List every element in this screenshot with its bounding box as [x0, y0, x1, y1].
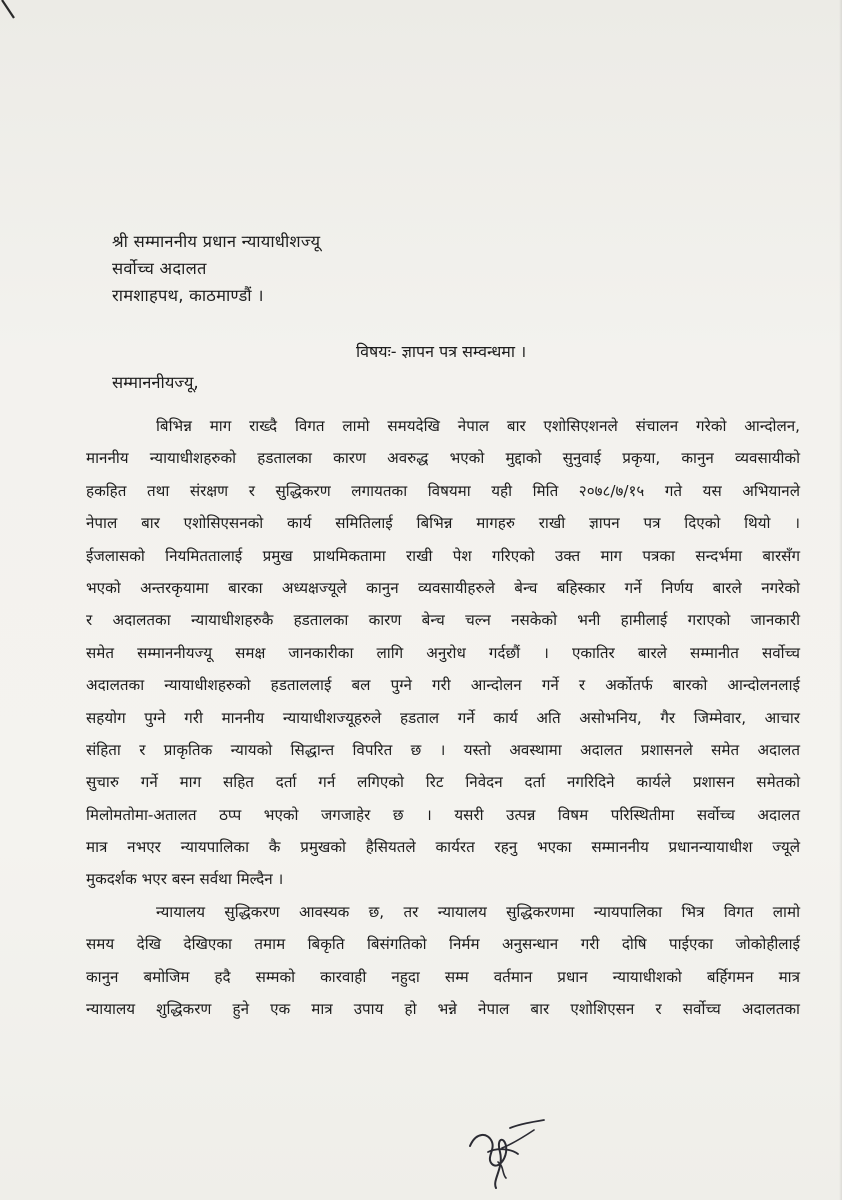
body-line: न्यायालय शुद्धिकरण हुने एक मात्र उपाय हो भन्ने नेपाल बार एशोशिएसन र सर्वोच्च अदालतका: [86, 1000, 800, 1019]
body-line: न्यायालय सुद्धिकरण आवस्यक छ, तर न्यायालय सुद्धिकरणमा न्यायपालिका भित्र विगत लामो: [156, 902, 800, 921]
body-line: ईजलासको नियमिततालाई प्रमुख प्राथमिकतामा राखी पेश गरिएको उक्त माग पत्रका सन्दर्भमा बारसँग: [86, 546, 800, 565]
handwritten-signature: [462, 1118, 572, 1190]
address-line-recipient: श्री सम्माननीय प्रधान न्यायाधीशज्यू: [112, 232, 321, 251]
body-line: सहयोग पुग्ने गरी माननीय न्यायाधीशज्यूहरुले हडताल गर्ने कार्य अति असोभनिय, गैर जिम्मेवार, आचार: [86, 708, 800, 727]
body-line: संहिता र प्राकृतिक न्यायको सिद्धान्त विपरित छ । यस्तो अवस्थामा अदालत प्रशासनले समेत अदालत: [86, 740, 800, 759]
recipient-address: [112, 228, 320, 309]
body-line: भएको अन्तरकृयामा बारका अध्यक्षज्यूले कानुन व्यवसायीहरुले बेन्च बहिस्कार गर्ने निर्णय बारले नगरेको: [86, 578, 800, 597]
body-line: बिभिन्न माग राख्दै विगत लामो समयदेखि नेपाल बार एशोसिएशनले संचालन गरेको आन्दोलन,: [156, 417, 800, 435]
body-line: मिलोमतोमा-अतालत ठप्प भएको जगजाहेर छ । यसरी उत्पन्न विषम परिस्थितीमा सर्वोच्च अदालत: [86, 805, 800, 824]
body-line: समेत सम्माननीयज्यू समक्ष जानकारीका लागि अनुरोध गर्दछौं । एकातिर बारले सम्मानीत सर्वोच्च: [86, 643, 800, 662]
salutation: सम्माननीयज्यू,: [112, 373, 199, 392]
body-line: नेपाल बार एशोसिएसनको कार्य समितिलाई बिभिन्न मागहरु राखी ज्ञापन पत्र दिएको थियो ।: [86, 514, 800, 533]
body-line: सुचारु गर्ने माग सहित दर्ता गर्न लगिएको रिट निवेदन दर्ता नगरिदिने कार्यले प्रशासन समेतको: [86, 773, 800, 792]
paragraph: [86, 896, 800, 1026]
body-line: र अदालतका न्यायाधीशहरुकै हडतालका कारण बेन्च चल्न नसकेको भनी हामीलाई गराएको जानकारी: [86, 611, 800, 630]
body-line: अदालतका न्यायाधीशहरुको हडताललाई बल पुग्ने गरी आन्दोलन गर्ने र अर्कोतर्फ बारको आन्दोलनलाई: [86, 676, 800, 695]
body-line: मुकदर्शक भएर बस्न सर्वथा मिल्दैन ।: [86, 870, 284, 889]
subject-line: विषयः- ज्ञापन पत्र सम्वन्धमा ।: [356, 342, 527, 361]
corner-fold-mark: [0, 0, 50, 30]
body-line: कानुन बमोजिम हदै सम्मको कारवाही नहुदा सम्म वर्तमान प्रधान न्यायाधीशको बर्हिगमन मात्र: [86, 967, 800, 986]
body-line: समय देखि देखिएका तमाम बिकृति बिसंगतिको निर्मम अनुसन्धान गरी दोषि पाईएका जोकोहीलाई: [86, 935, 800, 954]
body-line: मात्र नभएर न्यायपालिका कै प्रमुखको हैसियतले कार्यरत रहनु भएका सम्माननीय प्रधानन्यायाधीश ज्यूले: [86, 838, 800, 857]
letter-body: [86, 410, 800, 1025]
body-line: हकहित तथा संरक्षण र सुद्धिकरण लगायतका विषयमा यही मिति २०७८/७/१५ गते यस अभियानले: [86, 481, 800, 500]
address-line-office: सर्वोच्च अदालत: [112, 259, 207, 278]
address-line-location: रामशाहपथ, काठमाण्डौं ।: [112, 286, 264, 305]
body-line: माननीय न्यायाधीशहरुको हडतालका कारण अवरुद्ध भएको मुद्दाको सुनुवाई प्रकृया, कानुन व्यवसायीको: [86, 449, 800, 468]
paragraph: [86, 410, 800, 896]
